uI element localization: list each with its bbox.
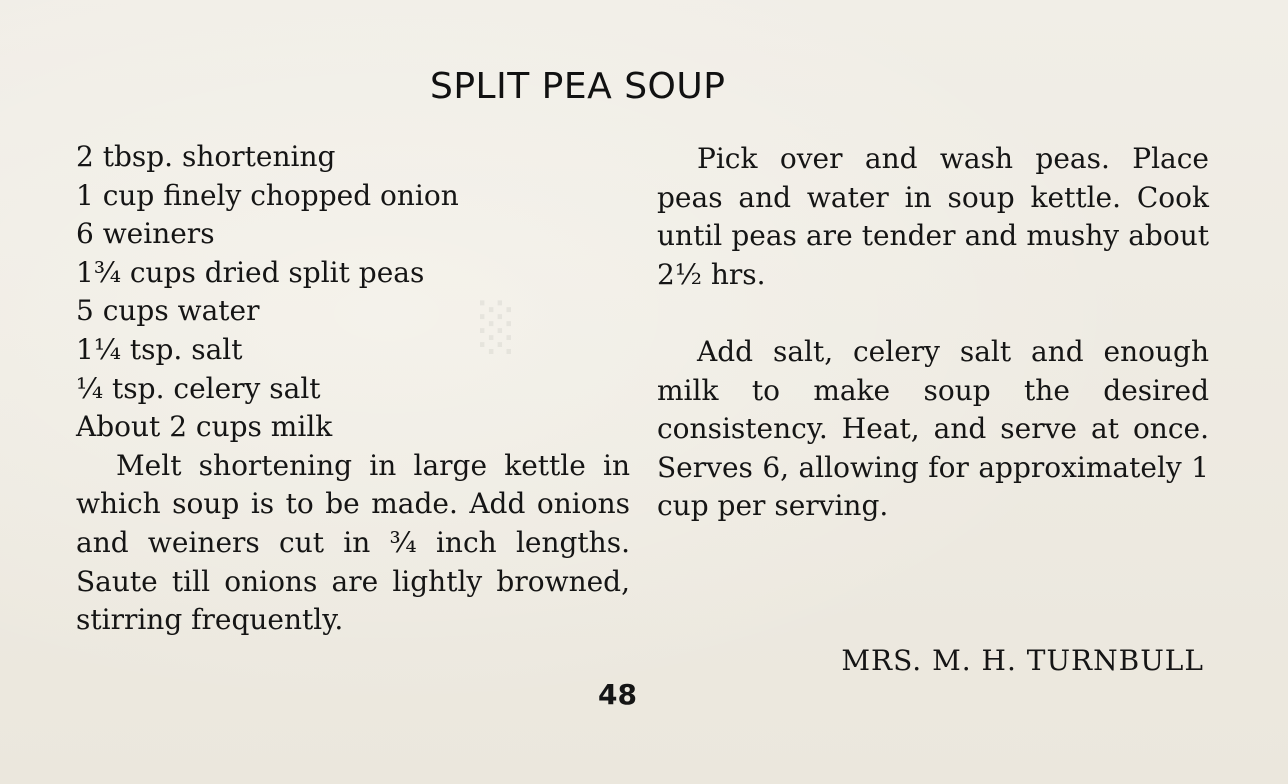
ingredient-item: 6 weiners: [76, 217, 215, 251]
ingredient-item: 1¼ tsp. salt: [76, 332, 243, 366]
ingredient-item: ¼ tsp. celery salt: [76, 371, 321, 405]
recipe-title: SPLIT PEA SOUP: [430, 66, 726, 107]
instruction-step-1: Melt shortening in large kettle in which soup is to be made. Add onions and weiners cut in ¾ inch lengths. Saute till onions are lightly browned, stirring frequently.: [76, 448, 630, 637]
right-column: [657, 140, 1209, 526]
ingredient-item: 1 cup finely chopped onion: [76, 178, 459, 212]
page-number: 48: [598, 678, 637, 711]
left-column: [76, 138, 630, 640]
ingredient-item: About 2 cups milk: [76, 410, 333, 444]
instruction-step-3: Add salt, celery salt and enough milk to make soup the desired consistency. Heat, and serve at once. Serves 6, allowing for approximately 1 cup per serving.: [657, 334, 1209, 523]
paragraph-gap: [657, 294, 1209, 333]
bleed-through-texture: ░: [480, 300, 522, 354]
ingredient-item: 1¾ cups dried split peas: [76, 255, 425, 289]
ingredient-item: 2 tbsp. shortening: [76, 140, 336, 173]
recipe-author: MRS. M. H. TURNBULL: [841, 644, 1204, 677]
ingredient-list: [76, 138, 630, 447]
instruction-step-2: Pick over and wash peas. Place peas and water in soup kettle. Cook until peas are tender and mushy about 2½ hrs.: [657, 142, 1209, 291]
ingredient-item: 5 cups water: [76, 294, 260, 328]
